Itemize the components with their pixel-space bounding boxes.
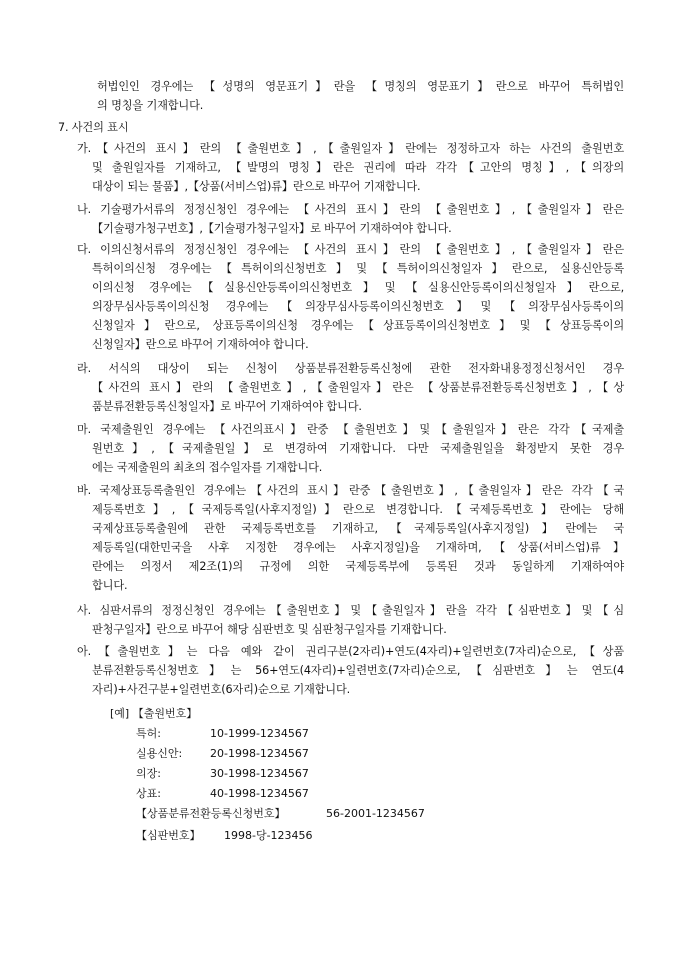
- text-line: 및 출원일자를 기재하고, 【발명의 명칭】란은 권리에 따라 각각【고안의 명칭】,【의장의: [92, 161, 624, 174]
- text-line: 국제상표등록출원에 관한 국제등록번호를 기재하고,【국제등록일(사후지정일)】란에는 국: [92, 522, 624, 535]
- text-line: 에는 국제출원의 최초의 접수일자를 기재합니다.: [92, 461, 323, 474]
- text-line: 판청구일자】란으로 바꾸어 해당 심판번호 및 심판청구일자를 기재합니다.: [92, 623, 447, 636]
- text-line: 【사건의 표시】란의 【출원번호】,【출원일자】란은 【상품분류전환등록신청번호】,【상: [92, 381, 624, 394]
- text-line: 【기술평가청구번호】,【기술평가청구일자】로 바꾸어 기재하여야 합니다.: [92, 222, 452, 235]
- example-label: 【상품분류전환등록신청번호】: [136, 807, 286, 820]
- example-row: [136, 724, 436, 743]
- text-line: 마. 국제출원인 경우에는 【사건의표시】란중 【출원번호】및【출원일자】란은 각각【국제출: [77, 423, 624, 436]
- example-label: 특허:: [136, 727, 161, 740]
- text-line: 다. 이의신청서류의 정정신청인 경우에는 【사건의 표시】란의 【출원번호】,【출원일자】란은: [77, 243, 624, 256]
- example-value: 20-1998-1234567: [210, 747, 309, 760]
- example-label: 의장:: [136, 767, 161, 780]
- example-title: [예] 【출원번호】: [110, 707, 198, 720]
- example-row: [136, 764, 436, 783]
- example-value: 40-1998-1234567: [210, 787, 309, 800]
- text-line: 제등록번호】,【국제등록일(사후지정일)】란으로 변경합니다.【국제등록번호】란에는 당해: [92, 503, 624, 516]
- text-line: 신청일자】란으로 바꾸어 기재하여야 합니다.: [92, 338, 309, 351]
- text-line: 의장무심사등록이의신청 경우에는【의장무심사등록이의신청번호】및【의장무심사등록이의: [92, 300, 624, 313]
- text-line: 원번호】,【국제출원일】로 변경하여 기재합니다. 다만 국제출원일을 확정받지 못한 경우: [92, 442, 624, 455]
- example-row: [136, 784, 436, 803]
- text-line: 사. 심판서류의 정정신청인 경우에는【출원번호】및【출원일자】란을 각각【심판번호】및【심: [77, 604, 624, 617]
- text-line: 이의신청 경우에는【실용신안등록이의신청번호】및【실용신안등록이의신청일자】란으로,: [92, 281, 624, 294]
- example-row: [136, 804, 456, 823]
- text-line: 가.【사건의 표시】란의 【출원번호】,【출원일자】란에는 정정하고자 하는 사건의 출원번호: [77, 142, 624, 155]
- text-line: 나. 기술평가서류의 정정신청인 경우에는 【사건의 표시】란의 【출원번호】,【출원일자】란은: [77, 203, 624, 216]
- text-line: 아.【출원번호】는 다음 예와 같이 권리구분(2자리)+연도(4자리)+일련번호(7자리)순으로,【상품: [77, 645, 624, 658]
- text-line: 합니다.: [92, 579, 128, 592]
- example-label: 실용신안:: [136, 747, 183, 760]
- example-row: [136, 744, 436, 763]
- example-value: 56-2001-1234567: [326, 807, 425, 820]
- text-line: 제등록일(대한민국을 사후 지정한 경우에는 사후지정일)을 기재하며,【상품(서비스업)류】: [92, 541, 624, 554]
- text-line: 란에는 의정서 제2조(1)의 규정에 의한 국제등록부에 등록된 것과 동일하게 기재하여야: [92, 560, 624, 573]
- text-line: 허법인인 경우에는 【성명의 영문표기】란을 【명칭의 영문표기】란으로 바꾸어 특허법인: [97, 80, 624, 93]
- text-line: 신청일자】란으로, 상표등록이의신청 경우에는【상표등록이의신청번호】및【상표등록이의: [92, 319, 624, 332]
- example-value: 30-1998-1234567: [210, 767, 309, 780]
- text-line: 대상이 되는 물품】,【상품(서비스업)류】란으로 바꾸어 기재합니다.: [92, 180, 421, 193]
- example-value: 1998-당-123456: [224, 829, 313, 842]
- example-label: 【심판번호】: [136, 829, 201, 842]
- text-line: 분류전환등록신청번호】는 56+연도(4자리)+일련번호(7자리)순으로,【심판번호】는 연도(4: [92, 664, 624, 677]
- text-line: 바. 국제상표등록출원인 경우에는【사건의 표시】란중【출원번호】,【출원일자】란은 각각【국: [77, 484, 624, 497]
- example-value: 10-1999-1234567: [210, 727, 309, 740]
- text-line: 품분류전환등록신청일자】로 바꾸어 기재하여야 합니다.: [92, 400, 362, 413]
- section-heading: 7. 사건의 표시: [58, 121, 129, 134]
- example-label: 상표:: [136, 787, 161, 800]
- text-line: 자리)+사건구분+일련번호(6자리)순으로 기재합니다.: [92, 683, 351, 696]
- text-line: 특허이의신청 경우에는【특허이의신청번호】및【특허이의신청일자】란으로, 실용신안등록: [92, 262, 624, 275]
- example-row: [136, 826, 456, 845]
- text-line: 라. 서식의 대상이 되는 신청이 상품분류전환등록신청에 관한 전자화내용정정신청서인 경우: [77, 362, 624, 375]
- text-line: 의 명칭을 기재합니다.: [97, 99, 204, 112]
